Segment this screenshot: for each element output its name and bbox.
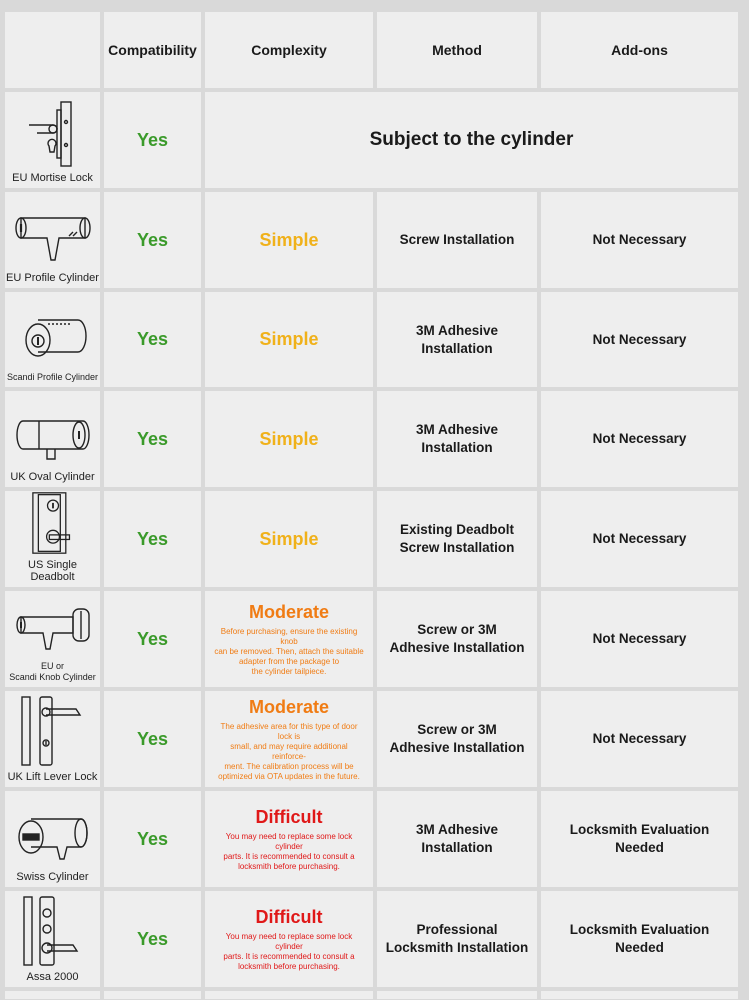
lock-type-cell (5, 691, 100, 787)
complexity-level: Difficult (255, 806, 323, 827)
method-line: Adhesive Installation (389, 640, 525, 655)
lock-type-label: US Single Deadbolt (28, 559, 77, 583)
method-cell (377, 391, 537, 487)
compatibility-value: Yes (104, 92, 201, 188)
addons-cell: Not Necessary (541, 192, 738, 288)
lock-type-cell (5, 791, 100, 887)
oval-cylinder-icon (13, 409, 93, 467)
complexity-level: Simple (259, 229, 319, 250)
addons-cell: Not Necessary (541, 591, 738, 687)
table-row-partial (205, 991, 373, 999)
addons-cell: Not Necessary (541, 292, 738, 387)
compatibility-value: Yes (104, 491, 201, 587)
table-row-partial (377, 991, 537, 999)
lock-type-cell (5, 491, 100, 587)
complexity-cell (205, 891, 373, 987)
table-row-partial (104, 991, 201, 999)
compatibility-value: Yes (104, 891, 201, 987)
method-line: Screw Installation (399, 540, 515, 555)
lock-type-label: UK Oval Cylinder (10, 471, 95, 483)
scandi-cylinder-icon (18, 310, 88, 368)
table-row-partial (541, 991, 738, 999)
complexity-cell (205, 391, 373, 487)
complexity-cell (205, 591, 373, 687)
header-addons: Add-ons (541, 12, 738, 88)
note-line: locksmith before purchasing. (238, 961, 340, 971)
complexity-level: Simple (259, 428, 319, 449)
lock-type-cell (5, 92, 100, 188)
note-line: parts. It is recommended to consult a (223, 851, 355, 861)
complexity-level: Moderate (248, 696, 329, 717)
complexity-cell (205, 491, 373, 587)
method-cell (377, 791, 537, 887)
addons-cell: Not Necessary (541, 391, 738, 487)
note-line: ment. The calibration process will be (224, 761, 354, 771)
note-line: small, and may require additional reinforce- (230, 741, 348, 761)
addons-cell: Not Necessary (541, 491, 738, 587)
lock-type-label: Swiss Cylinder (16, 871, 89, 883)
complexity-level: Moderate (248, 601, 329, 622)
note-line: optimized via OTA updates in the future. (218, 771, 360, 781)
lock-type-label: EU Mortise Lock (12, 172, 93, 184)
method-cell (377, 192, 537, 288)
method-line: Screw Installation (399, 232, 515, 247)
method-cell (377, 591, 537, 687)
complexity-cell (205, 192, 373, 288)
complexity-level: Difficult (255, 906, 323, 927)
compatibility-value: Yes (104, 591, 201, 687)
swiss-cylinder-icon (11, 807, 95, 867)
profile-cylinder-icon (13, 206, 93, 268)
compatibility-value: Yes (104, 292, 201, 387)
note-line: adapter from the package to (238, 656, 340, 666)
note-line: You may need to replace some lock cylinder (225, 831, 353, 851)
method-cell (377, 292, 537, 387)
mortise-lock-icon (23, 100, 83, 168)
method-line: Professional (416, 922, 498, 937)
method-cell (377, 691, 537, 787)
note-line: parts. It is recommended to consult a (223, 951, 355, 961)
lock-type-cell (5, 891, 100, 987)
merged-subject-cell: Subject to the cylinder (205, 92, 738, 188)
note-line: the cylinder tailpiece. (251, 666, 327, 676)
assa-lock-icon (18, 895, 88, 967)
knob-cylinder-icon (11, 601, 95, 657)
complexity-note (205, 627, 373, 677)
method-cell (377, 491, 537, 587)
complexity-note (205, 832, 373, 872)
note-line: You may need to replace some lock cylinder (225, 931, 353, 951)
lock-type-label: Assa 2000 (26, 971, 79, 983)
lock-type-cell (5, 591, 100, 687)
method-line: Screw or 3M (417, 622, 497, 637)
header-corner-cell (5, 12, 100, 88)
lock-type-cell (5, 292, 100, 387)
header-compatibility: Compatibility (104, 12, 201, 88)
header-method: Method (377, 12, 537, 88)
note-line: Before purchasing, ensure the existing knob (220, 626, 358, 646)
note-line: locksmith before purchasing. (238, 861, 340, 871)
complexity-note (205, 932, 373, 972)
compatibility-value: Yes (104, 791, 201, 887)
lock-type-cell (5, 391, 100, 487)
addons-cell: Locksmith Evaluation Needed (541, 891, 738, 987)
method-line: 3M Adhesive Installation (415, 822, 499, 855)
method-line: Existing Deadbolt (399, 522, 514, 537)
note-line: The adhesive area for this type of door lock is (220, 721, 358, 741)
complexity-cell (205, 691, 373, 787)
lock-type-cell (5, 192, 100, 288)
complexity-level: Simple (259, 329, 319, 349)
lock-type-label: UK Lift Lever Lock (7, 771, 98, 783)
method-line: Screw or 3M (417, 722, 497, 737)
addons-cell: Not Necessary (541, 691, 738, 787)
lock-type-label: EU or Scandi Knob Cylinder (9, 661, 96, 682)
method-line: 3M Adhesive Installation (415, 322, 499, 356)
compatibility-value: Yes (104, 691, 201, 787)
complexity-cell (205, 791, 373, 887)
addons-cell: Locksmith Evaluation Needed (541, 791, 738, 887)
complexity-level: Simple (259, 528, 319, 549)
method-line: 3M Adhesive Installation (415, 422, 499, 455)
note-line: can be removed. Then, attach the suitable (214, 646, 364, 656)
header-complexity: Complexity (205, 12, 373, 88)
complexity-note (205, 722, 373, 782)
lock-type-label: EU Profile Cylinder (6, 272, 99, 284)
method-line: Locksmith Installation (385, 940, 529, 955)
lock-type-label: Scandi Profile Cylinder (6, 372, 99, 382)
method-cell (377, 891, 537, 987)
deadbolt-icon (23, 491, 83, 555)
compatibility-value: Yes (104, 192, 201, 288)
compatibility-value: Yes (104, 391, 201, 487)
method-line: Adhesive Installation (389, 740, 525, 755)
table-row-partial (5, 991, 100, 999)
complexity-cell (205, 292, 373, 387)
lever-lock-icon (18, 695, 88, 767)
